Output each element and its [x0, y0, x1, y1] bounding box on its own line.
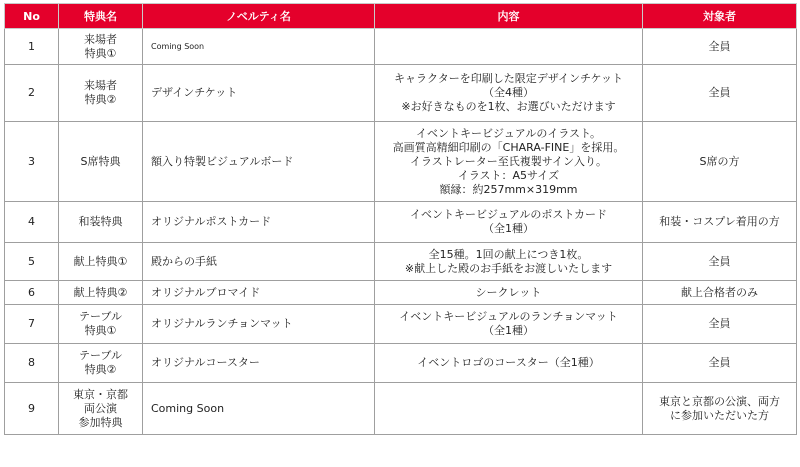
cell-content — [375, 383, 643, 435]
table-row — [5, 65, 797, 122]
cell-no: 9 — [5, 383, 59, 435]
cell-target: 東京と京都の公演、両方 に参加いただいた方 — [643, 383, 797, 435]
cell-novelty: オリジナルポストカード — [143, 202, 375, 243]
cell-novelty: Coming Soon — [143, 29, 375, 65]
cell-target: 全員 — [643, 29, 797, 65]
cell-no: 3 — [5, 122, 59, 202]
header-novelty: ノベルティ名 — [143, 4, 375, 29]
cell-novelty: オリジナルブロマイド — [143, 281, 375, 305]
benefits-table — [4, 3, 797, 435]
cell-target: 全員 — [643, 305, 797, 344]
table-row — [5, 305, 797, 344]
cell-no: 4 — [5, 202, 59, 243]
cell-content — [375, 29, 643, 65]
header-target: 対象者 — [643, 4, 797, 29]
cell-tokuten: 献上特典② — [59, 281, 143, 305]
cell-tokuten: 献上特典① — [59, 243, 143, 281]
cell-content: イベントキービジュアルのランチョンマット （全1種） — [375, 305, 643, 344]
cell-target: 全員 — [643, 243, 797, 281]
cell-tokuten: テーブル 特典① — [59, 305, 143, 344]
cell-content: キャラクターを印刷した限定デザインチケット （全4種） ※お好きなものを1枚、お選びいただけます — [375, 65, 643, 122]
cell-tokuten: 東京・京都 両公演 参加特典 — [59, 383, 143, 435]
table-row — [5, 122, 797, 202]
cell-content: イベントキービジュアルのポストカード （全1種） — [375, 202, 643, 243]
cell-tokuten: テーブル 特典② — [59, 344, 143, 383]
cell-no: 8 — [5, 344, 59, 383]
cell-no: 7 — [5, 305, 59, 344]
cell-target: 献上合格者のみ — [643, 281, 797, 305]
cell-no: 5 — [5, 243, 59, 281]
cell-no: 2 — [5, 65, 59, 122]
cell-novelty: 殿からの手紙 — [143, 243, 375, 281]
cell-novelty: 額入り特製ビジュアルボード — [143, 122, 375, 202]
table-row — [5, 29, 797, 65]
cell-novelty: Coming Soon — [143, 383, 375, 435]
cell-target: 全員 — [643, 344, 797, 383]
cell-content: イベントロゴのコースター（全1種） — [375, 344, 643, 383]
cell-content: シークレット — [375, 281, 643, 305]
header-no: No — [5, 4, 59, 29]
cell-novelty: オリジナルコースター — [143, 344, 375, 383]
cell-content: イベントキービジュアルのイラスト。 高画質高精細印刷の「CHARA-FINE」を採用。 イラストレーター至氏複製サイン入り。 イラスト：A5サイズ 額縁：約257mm×319mm — [375, 122, 643, 202]
cell-no: 6 — [5, 281, 59, 305]
cell-tokuten: 和装特典 — [59, 202, 143, 243]
cell-target: S席の方 — [643, 122, 797, 202]
cell-novelty: デザインチケット — [143, 65, 375, 122]
table-header-row — [5, 4, 797, 29]
table-row — [5, 243, 797, 281]
table-row — [5, 281, 797, 305]
benefits-table-container — [4, 3, 796, 435]
cell-target: 全員 — [643, 65, 797, 122]
header-tokuten: 特典名 — [59, 4, 143, 29]
cell-tokuten: 来場者 特典① — [59, 29, 143, 65]
cell-target: 和装・コスプレ着用の方 — [643, 202, 797, 243]
header-content: 内容 — [375, 4, 643, 29]
table-row — [5, 383, 797, 435]
cell-tokuten: 来場者 特典② — [59, 65, 143, 122]
cell-no: 1 — [5, 29, 59, 65]
cell-tokuten: S席特典 — [59, 122, 143, 202]
table-row — [5, 202, 797, 243]
table-row — [5, 344, 797, 383]
cell-content: 全15種。1回の献上につき1枚。 ※献上した殿のお手紙をお渡しいたします — [375, 243, 643, 281]
cell-novelty: オリジナルランチョンマット — [143, 305, 375, 344]
